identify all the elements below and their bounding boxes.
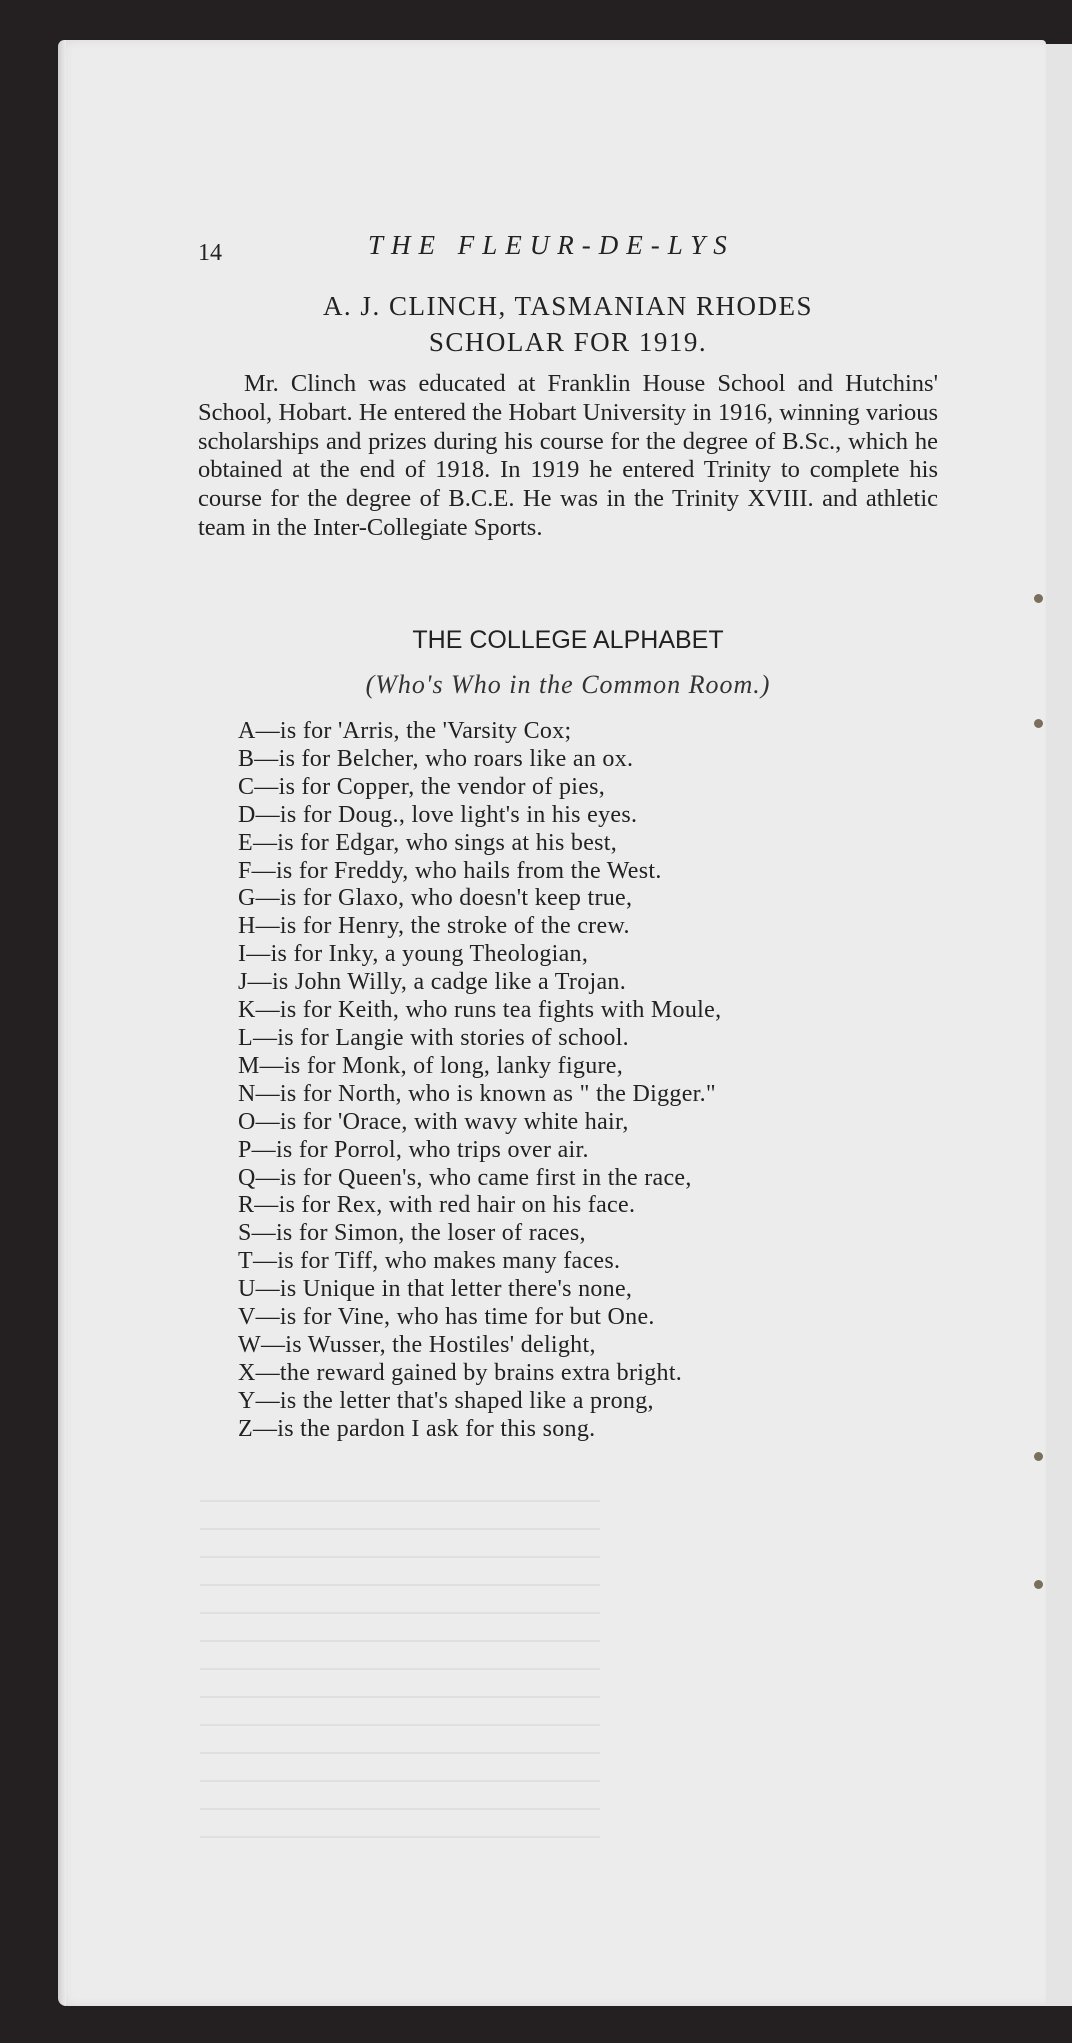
show-through-text [200, 1500, 600, 1840]
poem-line: F—is for Freddy, who hails from the West. [238, 857, 662, 884]
poem-line: C—is for Copper, the vendor of pies, [238, 773, 606, 800]
staple-mark [1034, 719, 1043, 728]
poem-line: J—is John Willy, a cadge like a Trojan. [238, 969, 627, 996]
poem-title: THE COLLEGE ALPHABET [412, 626, 724, 654]
article-title [198, 288, 938, 360]
poem-line: Z—is the pardon I ask for this song. [238, 1415, 596, 1442]
poem-line: O—is for 'Orace, with wavy white hair, [238, 1108, 629, 1135]
poem-line: E—is for Edgar, who sings at his best, [238, 829, 618, 856]
poem-line: L—is for Langie with stories of school. [238, 1024, 629, 1051]
poem-line: G—is for Glaxo, who doesn't keep true, [238, 885, 633, 912]
poem-line: Y—is the letter that's shaped like a prong, [238, 1387, 654, 1414]
poem-line: T—is for Tiff, who makes many faces. [238, 1248, 621, 1275]
poem-line: D—is for Doug., love light's in his eyes. [238, 801, 638, 828]
page-number: 14 [198, 240, 222, 266]
poem-line: S—is for Simon, the loser of races, [238, 1220, 586, 1247]
page-header [198, 230, 938, 270]
staple-mark [1034, 594, 1043, 603]
poem-line: I—is for Inky, a young Theologian, [238, 941, 589, 968]
poem-line: R—is for Rex, with red hair on his face. [238, 1192, 636, 1219]
page-binding-shadow [58, 40, 66, 2006]
poem-line: A—is for 'Arris, the 'Varsity Cox; [238, 718, 572, 744]
staple-mark [1034, 1580, 1043, 1589]
poem-line: X—the reward gained by brains extra bright. [238, 1359, 683, 1386]
poem-line: B—is for Belcher, who roars like an ox. [238, 745, 634, 772]
staple-mark [1034, 1452, 1043, 1461]
running-title: THE FLEUR-DE-LYS [368, 230, 735, 260]
poem-line: P—is for Porrol, who trips over air. [238, 1136, 589, 1163]
poem-line: Q—is for Queen's, who came first in the race, [238, 1164, 692, 1191]
poem-line: M—is for Monk, of long, lanky figure, [238, 1052, 624, 1079]
poem-line: U—is Unique in that letter there's none, [238, 1276, 633, 1303]
poem-line: V—is for Vine, who has time for but One. [238, 1304, 655, 1331]
article-body: Mr. Clinch was educated at Franklin House School and Hutchins' School, Hobart. He entered the Hobart University in 1916, winning various scholarships and prizes during his course for the degree of B.Sc., which he obtained at the end of 1918. In 1919 he entered Trinity to complete his course for the degree of B.C.E. He was in the Trinity XVIII. and athletic team in the Inter-Collegiate Sports. [198, 370, 938, 541]
poem-line: H—is for Henry, the stroke of the crew. [238, 913, 630, 940]
poem-subtitle: (Who's Who in the Common Room.) [365, 670, 771, 699]
poem-line: K—is for Keith, who runs tea fights with Moule, [238, 997, 722, 1024]
article-title-line: A. J. CLINCH, TASMANIAN RHODES [322, 291, 814, 321]
poem-line: N—is for North, who is known as " the Digger." [238, 1080, 717, 1107]
poem-lines [238, 718, 938, 1444]
article-title-line: SCHOLAR FOR 1919. [428, 327, 708, 357]
poem-line: W—is Wusser, the Hostiles' delight, [238, 1331, 596, 1358]
